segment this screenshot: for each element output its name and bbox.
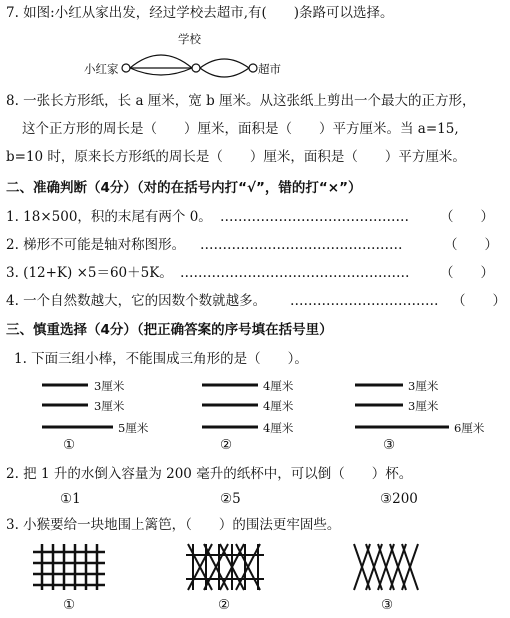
stick-length-label: 3厘米 bbox=[408, 379, 439, 393]
judge-answer-paren[interactable]: （ ） bbox=[444, 237, 498, 253]
section2-heading: 二、准确判断（4分）（对的在括号内打“√”，错的打“×”） bbox=[6, 180, 362, 196]
q8-line1: 8. 一张长方形纸，长 a 厘米，宽 b 厘米。从这张纸上剪出一个最大的正方形， bbox=[6, 93, 476, 109]
judge-item-text: 1. 18×500，积的末尾有两个 0。 bbox=[6, 209, 212, 225]
option-mark: ② bbox=[220, 437, 233, 453]
judge-answer-paren[interactable]: （ ） bbox=[440, 209, 494, 225]
judge-item-text: 2. 梯形不可能是轴对称图形。 bbox=[6, 237, 186, 253]
choice-q1-text: 1. 下面三组小棒，不能围成三角形的是（ ）。 bbox=[14, 351, 308, 367]
judge-item-dots: …………………………………… bbox=[220, 209, 409, 225]
fence-diagonal-lattice bbox=[354, 544, 418, 590]
option-mark: ② bbox=[218, 597, 231, 613]
fence-grid bbox=[33, 544, 105, 590]
judge-answer-paren[interactable]: （ ） bbox=[452, 293, 506, 309]
judge-item-dots: …………………………… bbox=[290, 293, 439, 309]
judge-item-dots: …………………………………………… bbox=[180, 265, 410, 281]
judge-answer-paren[interactable]: （ ） bbox=[440, 265, 494, 281]
option-mark: ① bbox=[63, 437, 76, 453]
q7-text: 7. 如图:小红从家出发，经过学校去超市,有( )条路可以选择。 bbox=[6, 5, 394, 21]
option-mark: ③ bbox=[383, 437, 396, 453]
judge-item-dots: ……………………………………… bbox=[200, 237, 403, 253]
stick-length-label: 4厘米 bbox=[263, 399, 294, 413]
q8-line2: 这个正方形的周长是（ ）厘米，面积是（ ）平方厘米。当 a=15, bbox=[22, 121, 459, 137]
stick-length-label: 6厘米 bbox=[454, 421, 485, 435]
choice-q3-text: 3. 小猴要给一块地围上篱笆，（ ）的围法更牢固些。 bbox=[6, 517, 341, 533]
judge-item-text: 3. (12+K) ×5＝60＋5K。 bbox=[6, 265, 173, 281]
fence-cross-grid bbox=[186, 544, 264, 590]
choice-q2-text: 2. 把 1 升的水倒入容量为 200 毫升的纸杯中，可以倒（ ）杯。 bbox=[6, 466, 413, 482]
option-mark: ③ bbox=[381, 597, 394, 613]
section3-heading: 三、慎重选择（4分）（把正确答案的序号填在括号里） bbox=[6, 322, 333, 338]
q7-school-label: 学校 bbox=[178, 32, 201, 46]
judge-item-text: 4. 一个自然数越大，它的因数个数就越多。 bbox=[6, 293, 267, 309]
choice-q2-option-3: ③200 bbox=[380, 491, 418, 507]
option-mark: ① bbox=[63, 597, 76, 613]
q7-market-label: 超市 bbox=[258, 62, 281, 76]
stick-length-label: 4厘米 bbox=[263, 379, 294, 393]
q8-line3: b=10 时，原来长方形纸的周长是（ ）厘米，面积是（ ）平方厘米。 bbox=[6, 149, 466, 165]
stick-length-label: 3厘米 bbox=[94, 399, 125, 413]
stick-length-label: 3厘米 bbox=[408, 399, 439, 413]
stick-length-label: 4厘米 bbox=[263, 421, 294, 435]
stick-length-label: 3厘米 bbox=[94, 379, 125, 393]
stick-length-label: 5厘米 bbox=[118, 421, 149, 435]
q7-home-label: 小红家 bbox=[84, 62, 119, 76]
choice-q2-option-2: ②5 bbox=[220, 491, 241, 507]
choice-q2-option-1: ①1 bbox=[60, 491, 81, 507]
